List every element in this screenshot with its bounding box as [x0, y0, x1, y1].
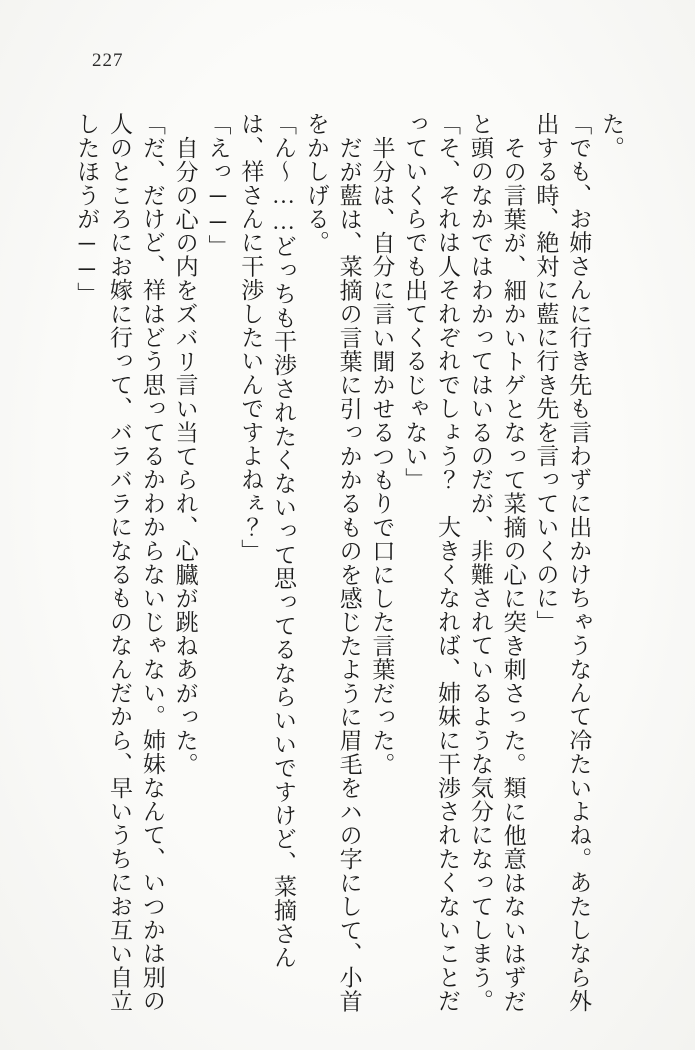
paragraph-narrative-3: だが藍は、菜摘の言葉に引っかかるものを感じたように眉毛をハの字にして、小首をかしげる。 — [303, 112, 362, 1013]
paragraph-dialogue-2: 「そ、それは人それぞれでしょう？ 大きくなれば、姉妹に干渉されたくないことだっていくらでも出てくるじゃない」 — [402, 112, 461, 1013]
paragraph-dialogue-4: 「えっ──」 — [205, 112, 231, 259]
page-number: 227 — [92, 50, 124, 71]
paragraph-dialogue-1: 「でも、お姉さんに行き先も言わずに出かけちゃうなんて冷たいよね。あたしなら外出する時、絶対に藍に行き先を言っていくのに」 — [533, 112, 592, 1013]
paragraph-narrative-4: 自分の心の内をズバリ言い当てられ、心臓が跳ねあがった。 — [172, 135, 198, 776]
text-block — [69, 112, 627, 1015]
paragraph-dialogue-5: 「だ、だけど、祥はどう思ってるかわからないじゃない。姉妹なんて、いつかは別の人のところにお嫁に行って、バラバラになるものなんだから、早いうちにお互い自立したほうが──」 — [74, 112, 165, 1013]
paragraph-narrative-2: 半分は、自分に言い聞かせるつもりで口にした言葉だった。 — [369, 135, 395, 776]
paragraph-narrative-1: その言葉が、細かいトゲとなって菜摘の心に突き刺さった。類に他意はないはずだと頭のなかではわかってはいるのだが、非難されているような気分になってしまう。 — [467, 112, 526, 1013]
paragraph-continuation: た。 — [599, 112, 624, 160]
paragraph-dialogue-3: 「ん〜……どっちも干渉されたくないって思ってるならいいですけど、菜摘さんは、祥さんに干渉したいんですよねぇ？」 — [238, 112, 297, 970]
